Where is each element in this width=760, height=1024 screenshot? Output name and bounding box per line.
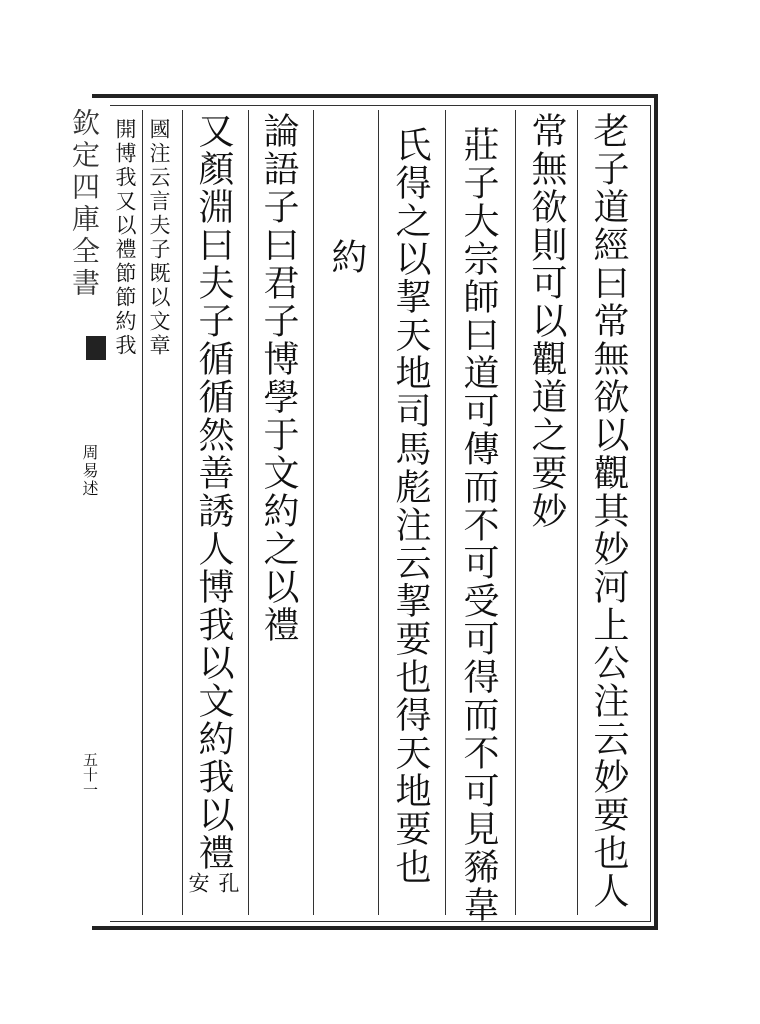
column-rule	[142, 110, 143, 915]
column-rule	[182, 110, 183, 915]
margin-title: 欽定四庫全書	[68, 108, 101, 300]
inner-border	[110, 105, 651, 922]
text-column-1: 老子道經曰常無欲以觀其妙河上公注云妙要也人	[588, 112, 629, 910]
column-rule	[577, 110, 578, 915]
text-column-3: 莊子大宗師曰道可傳而不可受可得而不可見豨韋	[458, 126, 499, 924]
annotation-continuation: 安	[186, 872, 210, 896]
column-rule	[445, 110, 446, 915]
annotation-column-2: 開博我又以禮節節約我	[113, 118, 137, 358]
annotation-continuation: 孔	[216, 872, 240, 896]
text-column-2: 常無欲則可以觀道之要妙	[526, 112, 567, 530]
margin-page-number: 五十一	[81, 752, 99, 797]
text-column-6: 論語子曰君子博學于文約之以禮	[258, 112, 299, 644]
margin-book-title: 周易述	[80, 444, 99, 498]
column-rule	[378, 110, 379, 915]
text-column-4: 氏得之以挈天地司馬彪注云挈要也得天地要也	[390, 126, 431, 886]
annotation-column-1: 國注云言夫子既以文章	[147, 118, 171, 358]
section-heading: 約	[326, 238, 367, 276]
column-rule	[515, 110, 516, 915]
column-rule	[313, 110, 314, 915]
text-column-7: 又顏淵曰夫子循循然善誘人博我以文約我以禮	[193, 112, 234, 872]
column-rule	[248, 110, 249, 915]
